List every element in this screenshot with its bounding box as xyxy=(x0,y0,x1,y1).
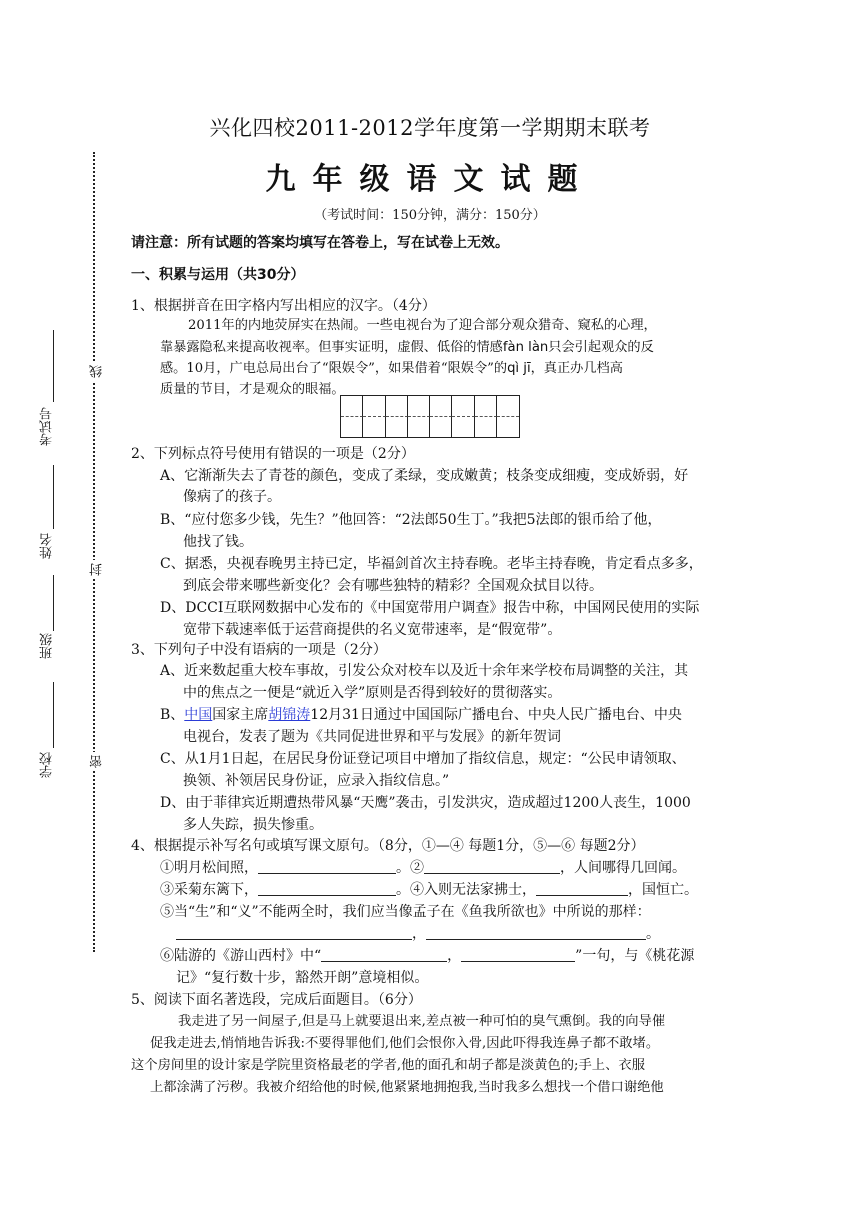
answer-blank[interactable] xyxy=(426,925,646,940)
q3-option-d: D、由于菲律宾近期遭热带风暴“天鹰”袭击，引发洪灾，造成超过1200人丧生，1000 xyxy=(160,795,691,811)
school-label: 学校 xyxy=(40,752,55,778)
q5-passage-line: 上都涂满了污秽。我被介绍给他的时候,他紧紧地拥抱我,当时我多么想找一个借口谢绝他 xyxy=(150,1080,664,1095)
q4-text: ③采菊东篱下， xyxy=(160,882,258,898)
q4-line-2 xyxy=(160,880,698,900)
q5-passage-line: 促我走进去,悄悄地告诉我:不要得罪他们,他们会恨你入骨,因此吓得我连鼻子都不敢堵。 xyxy=(150,1036,660,1051)
q3-stem: 3、下列句子中没有语病的一项是（2分） xyxy=(131,642,387,658)
q4-line-3: ⑤当“生”和“义”不能两全时，我们应当像孟子在《鱼我所欲也》中所说的那样： xyxy=(160,904,651,920)
grid-cell[interactable] xyxy=(430,417,452,438)
answer-blank[interactable] xyxy=(258,859,396,874)
q4-text: 。 xyxy=(646,926,660,942)
grid-cell[interactable] xyxy=(363,417,385,438)
exam-number-field[interactable] xyxy=(53,330,54,402)
q3-option-b-rest: 12月31日通过中国国际广播电台、中央人民广播电台、中央 xyxy=(310,707,682,723)
q1-passage-text: 靠暴露隐私来提高收视率。但事实证明，虚假、低俗的情感 xyxy=(160,340,503,355)
q3-option-b-prefix: B、 xyxy=(160,707,185,723)
q2-option-c-cont: 到底会带来哪些新变化？会有哪些独特的精彩？全国观众拭目以待。 xyxy=(183,578,603,594)
grid-cell[interactable] xyxy=(430,396,452,417)
q4-text: ①明月松间照， xyxy=(160,860,258,876)
q4-text: ”一句，与《桃花源 xyxy=(575,948,695,964)
binding-dotted-line xyxy=(93,152,95,952)
q3-option-d-cont: 多人失踪，损失惨重。 xyxy=(183,817,323,833)
grid-cell[interactable] xyxy=(408,396,430,417)
name-label: 姓名 xyxy=(40,533,55,559)
q4-text: ，人间哪得几回闻。 xyxy=(560,860,686,876)
q4-text: ， xyxy=(412,926,426,942)
section-heading: 一、积累与运用（共30分） xyxy=(131,267,305,283)
q4-text: ， xyxy=(447,948,462,964)
exam-subtitle: 九年级语文试题 xyxy=(265,162,595,197)
q4-line-1 xyxy=(160,858,686,878)
q1-passage-text: ，真正办几档高 xyxy=(530,361,623,376)
tianzige-grid[interactable] xyxy=(340,395,520,438)
binding-mark-line: 线 xyxy=(88,362,107,381)
grid-cell[interactable] xyxy=(341,417,363,438)
answer-blank[interactable] xyxy=(258,881,396,896)
q5-passage-line: 这个房间里的设计家是学院里资格最老的学者,他的面孔和胡子都是淡黄色的;手上、衣服 xyxy=(131,1058,645,1073)
q2-option-b-cont: 他找了钱。 xyxy=(183,534,253,550)
grid-cell[interactable] xyxy=(497,417,519,438)
q1-passage-line: 2011年的内地荧屏实在热闹。一些电视台为了迎合部分观众猎奇、窥私的心理， xyxy=(188,318,657,333)
grid-cell[interactable] xyxy=(363,396,385,417)
answer-blank[interactable] xyxy=(424,859,560,874)
q4-line-6: 记》“复行数十步，豁然开朗”意境相似。 xyxy=(176,970,429,986)
q4-text: ，国恒亡。 xyxy=(628,882,698,898)
answer-blank[interactable] xyxy=(536,881,628,896)
q4-text: 。② xyxy=(396,860,424,876)
q5-passage-line: 我走进了另一间屋子,但是马上就要退出来,差点被一种可怕的臭气熏倒。我的向导催 xyxy=(178,1014,666,1029)
q5-stem: 5、阅读下面名著选段，完成后面题目。（6分） xyxy=(131,992,422,1008)
q1-passage-text: 只会引起观众的反 xyxy=(548,340,654,355)
q3-option-a-cont: 中的焦点之一便是“就近入学”原则是否得到较好的贯彻落实。 xyxy=(183,685,562,701)
q1-passage-line: 质量的节目，才是观众的眼福。 xyxy=(160,382,345,397)
q2-stem: 2、下列标点符号使用有错误的一项是（2分） xyxy=(131,446,415,462)
grid-cell[interactable] xyxy=(497,396,519,417)
binding-mark-secret: 密 xyxy=(88,752,107,771)
q1-stem: 1、根据拼音在田字格内写出相应的汉字。（4分） xyxy=(131,298,436,314)
grid-cell[interactable] xyxy=(475,417,497,438)
q3-option-b-cont: 电视台，发表了题为《共同促进世界和平与发展》的新年贺词 xyxy=(183,729,561,745)
grid-cell[interactable] xyxy=(475,396,497,417)
class-label: 班级 xyxy=(40,633,55,659)
q2-option-a: A、它渐渐失去了青苍的颜色，变成了柔绿，变成嫩黄；枝条变成细瘦，变成娇弱，好 xyxy=(160,468,689,484)
class-field[interactable] xyxy=(53,575,54,631)
q2-option-b: B、“应付您多少钱，先生？”他回答：“2法郎50生丁。”我把5法郎的银币给了他， xyxy=(160,512,662,528)
exam-notice: 请注意：所有试题的答案均填写在答卷上，写在试卷上无效。 xyxy=(131,235,509,251)
q1-passage-text: 感。10月，广电总局出台了“限娱令”，如果借着“限娱令”的 xyxy=(160,361,508,376)
q2-option-c: C、据悉，央视春晚男主持已定，毕福剑首次主持春晚。老毕主持春晚，肯定看点多多， xyxy=(160,556,703,572)
school-field[interactable] xyxy=(53,682,54,748)
q4-line-5 xyxy=(160,946,694,966)
grid-cell[interactable] xyxy=(452,417,474,438)
binding-mark-seal: 封 xyxy=(88,560,107,579)
q4-line-4 xyxy=(176,924,660,944)
answer-blank[interactable] xyxy=(176,925,412,940)
link-hu-jintao[interactable]: 胡锦涛 xyxy=(268,707,311,723)
grid-cell[interactable] xyxy=(408,417,430,438)
q4-text: 。④入则无法家拂士， xyxy=(396,882,536,898)
q1-passage-line xyxy=(160,338,654,358)
grid-cell[interactable] xyxy=(386,396,408,417)
q2-option-d-cont: 宽带下载速率低于运营商提供的名义宽带速率，是“假宽带”。 xyxy=(183,622,562,638)
answer-blank[interactable] xyxy=(321,947,447,962)
q2-option-a-cont: 像病了的孩子。 xyxy=(183,489,281,505)
grid-cell[interactable] xyxy=(452,396,474,417)
exam-title: 兴化四校2011-2012学年度第一学期期末联考 xyxy=(209,116,651,140)
q1-pinyin: fàn làn xyxy=(502,340,549,355)
grid-cell[interactable] xyxy=(386,417,408,438)
q1-pinyin: qì jī xyxy=(507,361,531,376)
q2-option-d: D、DCCI互联网数据中心发布的《中国宽带用户调查》报告中称，中国网民使用的实际 xyxy=(160,600,700,616)
q3-option-c-cont: 换领、补领居民身份证，应录入指纹信息。” xyxy=(183,773,450,789)
answer-blank[interactable] xyxy=(461,947,575,962)
q3-option-b xyxy=(160,705,682,725)
q1-passage-line xyxy=(160,359,623,379)
q4-text: ⑥陆游的《游山西村》中“ xyxy=(160,948,322,964)
exam-number-label: 考试号 xyxy=(40,407,55,446)
q3-option-b-mid: 国家主席 xyxy=(212,707,269,723)
name-field[interactable] xyxy=(53,465,54,529)
q3-option-a: A、近来数起重大校车事故，引发公众对校车以及近十余年来学校布局调整的关注，其 xyxy=(160,663,689,679)
q4-stem: 4、根据提示补写名句或填写课文原句。（8分，①—④ 每题1分，⑤—⑥ 每题2分） xyxy=(131,838,645,854)
link-china[interactable]: 中国 xyxy=(184,707,213,723)
exam-info: （考试时间：150分钟，满分：150分） xyxy=(314,208,546,223)
q3-option-c: C、从1月1日起，在居民身份证登记项目中增加了指纹信息，规定：“公民申请领取、 xyxy=(160,751,686,767)
grid-cell[interactable] xyxy=(341,396,363,417)
